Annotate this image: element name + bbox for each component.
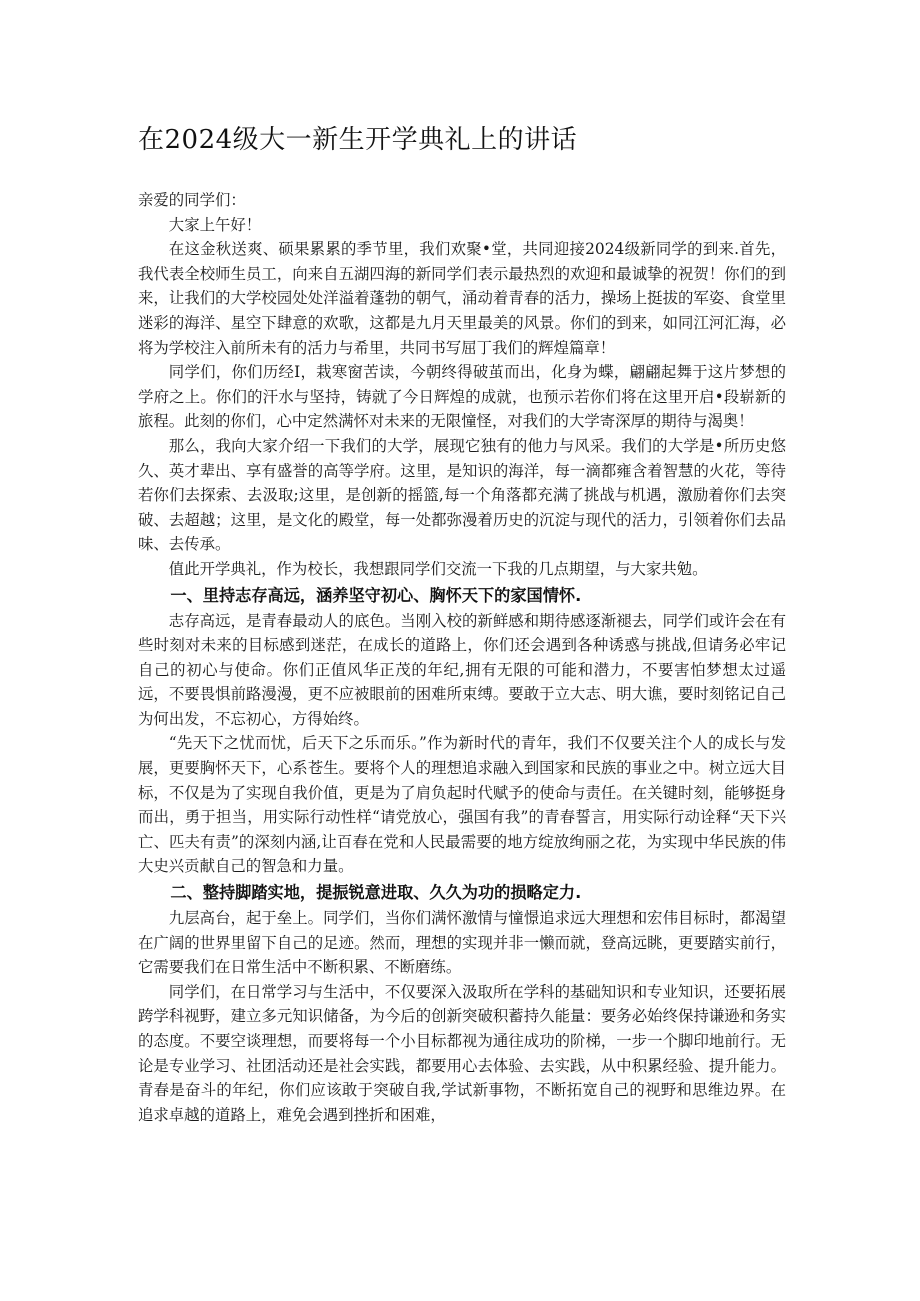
section-1-heading: 一、里持志存高远，涵养坚守初心、胸怀天下的家国情怀.	[170, 585, 582, 605]
section-2-paragraph-2: 同学们，在日常学习与生活中，不仅要深入汲取所在学科的基础知识和专业知识，还要拓展跨学科视野，建立多元知识储备，为今后的创新突破积蓄持久能量：要务必始终保持谦逊和务实的态度。不要空谈理想，而要将每一个小目标都视为通往成功的阶梯，一步一个脚印地前行。无论是专业学习、社团活动还是社会实践，都要用心去体验、去实践，从中积累经验、提升能力。青春是奋斗的年纪，你们应该敢于突破自我,学试新事物，不断拓宽自己的视野和思维边界。在追求卓越的道路上，难免会遇到挫折和困难，	[138, 982, 786, 1124]
intro-paragraph-1: 在这金秋送爽、硕果累累的季节里，我们欢聚•堂，共同迎接2024级新同学的到来.首先，我代表全校师生员工，向来自五湖四海的新同学们表示最热烈的欢迎和最诚挚的祝贺！你们的到来，让我们的大学校园处处洋溢着蓬勃的朝气，涌动着青春的活力，操场上挺拔的军姿、食堂里迷彩的海洋、星空下肆意的欢歌，这都是九月天里最美的风景。你们的到来，如同江河汇海，必将为学校注入前所未有的活力与希里，共同书写屈丁我们的辉煌篇章！	[138, 240, 786, 357]
document-page	[138, 118, 786, 1127]
intro-paragraph-3: 那么，我向大家介绍一下我们的大学，展现它独有的他力与风采。我们的大学是•所历史悠久、英才辈出、享有盛誉的高等学府。这里，是知识的海洋，每一滴都雍含着智慧的火花，等待若你们去探索、去汲取;这里，是创新的摇篮,每一个角落都充满了挑战与机遇，激励着你们去突破、去超越；这里，是文化的殿堂，每一处都弥漫着历史的沉淀与现代的活力，引领着你们去品味、去传承。	[138, 436, 786, 554]
section-1-paragraph-2: “先天下之忧而忧，后天下之乐而乐。”作为新时代的青年，我们不仅要关注个人的成长与发展，更要胸怀天下，心系苍生。要将个人的理想追求融入到国家和民族的事业之中。树立远大目标，不仅是为了实现自我价值，更是为了肩负起时代赋予的使命与责任。在关键时刻，能够挺身而出，勇于担当，用实际行动性样“请党放心，强国有我”的青春誓言，用实际行动诠释“天下兴亡、匹夫有责”的深刻内涵,让百春在党和人民最需要的地方绽放绚丽之花，为实现中华民族的伟大史兴贡献自己的智急和力量。	[138, 734, 786, 876]
intro-paragraph-4: 值此开学典礼，作为校长，我想跟同学们交流一下我的几点期望，与大家共勉。	[168, 559, 708, 578]
section-1-paragraph-1: 志存高远，是青春最动人的底色。当刚入校的新鲜感和期待感逐渐褪去，同学们或许会在有些时刻对未来的目标感到迷茫，在成长的道路上，你们还会遇到各种诱惑与挑战,但请务必牢记自己的初心与使命。你们正值风华正茂的年纪,拥有无限的可能和潜力，不要害怕梦想太过遥远，不要畏惧前路漫漫，更不应被眼前的困难所束缚。要敢于立大志、明大谯，要时刻铭记自己为何出发，不忘初心，方得始终。	[138, 611, 786, 728]
salutation: 亲爱的同学们：	[138, 191, 246, 209]
document-body	[138, 188, 786, 1127]
section-2-paragraph-1: 九层高台，起于垒上。同学们，当你们满怀激情与憧憬追求远大理想和宏伟目标时，都渴望在广阔的世界里留下自己的足迹。然而，理想的实现并非一懒而就，登高远眺，更要踏实前行，它需要我们在日常生活中不断积累、不断磨练。	[138, 909, 786, 977]
document-title: 在2024级大一新生开学典礼上的讲话	[138, 125, 578, 155]
section-2-heading: 二、整持脚踏实地，提振锐意进取、久久为功的损略定力.	[170, 883, 582, 903]
greeting: 大家上午好！	[168, 215, 262, 234]
intro-paragraph-2: 同学们，你们历经I，栽寒窗苦读，今朝终得破茧而出，化身为蝶，翩翩起舞于这片梦想的学府之上。你们的汗水与坚持，铸就了今日辉煌的成就，也预示若你们将在这里开启•段崭新的旅程。此刻的你们，心中定然满怀对未来的无限憧怪，对我们的大学寄深厚的期待与渴奥！	[138, 363, 786, 431]
